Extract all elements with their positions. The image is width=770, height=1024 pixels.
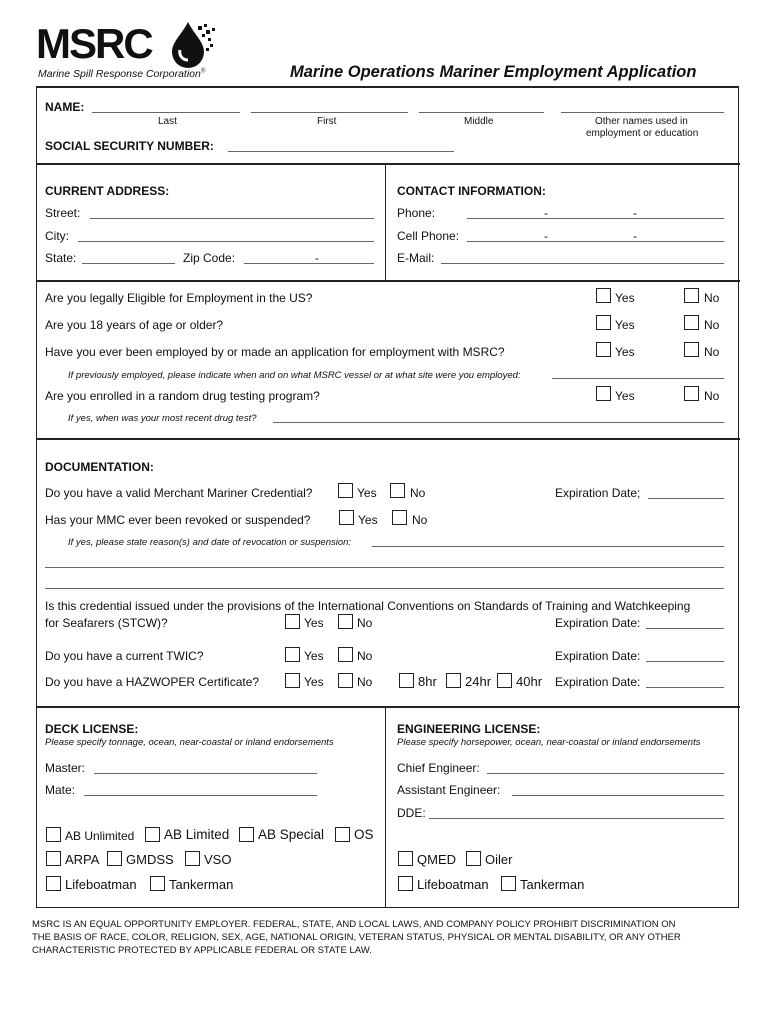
cell-dash-1: -: [544, 229, 548, 243]
hazwoper-yes-checkbox[interactable]: [285, 673, 300, 688]
divider: [37, 706, 740, 708]
deck-lifeboatman-label: Lifeboatman: [65, 877, 137, 892]
q-eligible-yes-checkbox[interactable]: [596, 288, 611, 303]
mate-field[interactable]: [84, 795, 317, 796]
last-caption: Last: [158, 116, 177, 127]
revoked-reason-field-2[interactable]: [45, 567, 724, 568]
q-prior-msrc: Have you ever been employed by or made an application for employment with MSRC?: [45, 345, 505, 359]
os-checkbox[interactable]: [335, 827, 350, 842]
no-label: No: [704, 389, 720, 403]
ab-special-label: AB Special: [258, 827, 325, 842]
hazwoper-24hr-label: 24hr: [465, 674, 492, 689]
revoked-reason-field-3[interactable]: [45, 588, 724, 589]
ab-limited-label: AB Limited: [164, 827, 230, 842]
q-drug-no-checkbox[interactable]: [684, 386, 699, 401]
deck-license-note: Please specify tonnage, ocean, near-coastal or inland endorsements: [45, 737, 334, 748]
oiler-label: Oiler: [485, 852, 513, 867]
city-label: City:: [45, 229, 69, 243]
cell-field[interactable]: [467, 241, 724, 242]
ssn-field[interactable]: [228, 151, 454, 152]
master-label: Master:: [45, 761, 86, 775]
no-label: No: [357, 649, 373, 663]
zip-field[interactable]: [244, 263, 374, 264]
q-eligible-no-checkbox[interactable]: [684, 288, 699, 303]
hazwoper-40hr-checkbox[interactable]: [497, 673, 512, 688]
ab-unlimited-checkbox[interactable]: [46, 827, 61, 842]
vertical-divider: [385, 707, 386, 908]
deck-tankerman-checkbox[interactable]: [150, 876, 165, 891]
yes-label: Yes: [304, 649, 324, 663]
q-age-no-checkbox[interactable]: [684, 315, 699, 330]
contact-heading: CONTACT INFORMATION:: [397, 184, 546, 198]
eng-lifeboatman-label: Lifeboatman: [417, 877, 489, 892]
stcw-exp-label: Expiration Date:: [555, 616, 641, 630]
os-label: OS: [354, 827, 374, 842]
stcw-exp-field[interactable]: [646, 628, 724, 629]
ab-unlimited-label: AB Unlimited: [65, 829, 135, 843]
qmed-label: QMED: [417, 852, 456, 867]
corp-name: Marine Spill Response Corporation®: [38, 68, 206, 80]
no-label: No: [357, 616, 373, 630]
stcw-question-cont: for Seafarers (STCW)?: [45, 616, 168, 630]
q-eligible: Are you legally Eligible for Employment in the US?: [45, 291, 313, 305]
deck-license-heading: DECK LICENSE:: [45, 722, 139, 736]
yes-label: Yes: [615, 389, 635, 403]
engineering-license-note: Please specify horsepower, ocean, near-coastal or inland endorsements: [397, 737, 701, 748]
eeo-statement-line1: MSRC IS AN EQUAL OPPORTUNITY EMPLOYER. FEDERAL, STATE, AND LOCAL LAWS, AND COMPANY POLICY PROHIBIT DISCRIMINATION ON: [32, 919, 676, 930]
street-field[interactable]: [90, 218, 374, 219]
drug-test-date-field[interactable]: [273, 422, 724, 423]
divider: [37, 438, 740, 440]
yes-label: Yes: [615, 318, 635, 332]
state-label: State:: [45, 251, 77, 265]
q-prior-note: If previously employed, please indicate when and on what MSRC vessel or at what site were you employed:: [68, 370, 521, 381]
no-label: No: [357, 675, 373, 689]
other-names-field[interactable]: [561, 112, 724, 113]
no-label: No: [410, 486, 426, 500]
yes-label: Yes: [357, 486, 377, 500]
yes-label: Yes: [615, 291, 635, 305]
twic-no-checkbox[interactable]: [338, 647, 353, 662]
other-names-caption-2: employment or education: [586, 128, 699, 139]
stcw-yes-checkbox[interactable]: [285, 614, 300, 629]
page-title: Marine Operations Mariner Employment Application: [290, 63, 697, 81]
no-label: No: [704, 291, 720, 305]
oil-drop-icon: [168, 20, 218, 70]
deck-lifeboatman-checkbox[interactable]: [46, 876, 61, 891]
last-name-field[interactable]: [92, 112, 240, 113]
q-age-yes-checkbox[interactable]: [596, 315, 611, 330]
hazwoper-40hr-label: 40hr: [516, 674, 543, 689]
eng-lifeboatman-checkbox[interactable]: [398, 876, 413, 891]
twic-exp-label: Expiration Date:: [555, 649, 641, 663]
stcw-no-checkbox[interactable]: [338, 614, 353, 629]
email-field[interactable]: [441, 263, 724, 264]
qmed-checkbox[interactable]: [398, 851, 413, 866]
revoked-reason-field[interactable]: [372, 546, 724, 547]
twic-exp-field[interactable]: [646, 661, 724, 662]
yes-label: Yes: [304, 675, 324, 689]
dde-label: DDE:: [397, 806, 426, 820]
vso-checkbox[interactable]: [185, 851, 200, 866]
documentation-heading: DOCUMENTATION:: [45, 460, 154, 474]
logo: [36, 22, 216, 82]
no-label: No: [704, 318, 720, 332]
zip-dash: -: [315, 251, 319, 265]
zip-label: Zip Code:: [183, 251, 236, 265]
mmc-yes-checkbox[interactable]: [338, 483, 353, 498]
dde-field[interactable]: [429, 818, 724, 819]
mate-label: Mate:: [45, 783, 76, 797]
hazwoper-exp-label: Expiration Date:: [555, 675, 641, 689]
vertical-divider: [385, 164, 386, 280]
hazwoper-8hr-checkbox[interactable]: [399, 673, 414, 688]
chief-engineer-field[interactable]: [487, 773, 724, 774]
hazwoper-question: Do you have a HAZWOPER Certificate?: [45, 675, 260, 689]
phone-label: Phone:: [397, 206, 436, 220]
phone-dash-1: -: [544, 206, 548, 220]
first-caption: First: [317, 116, 337, 127]
address-heading: CURRENT ADDRESS:: [45, 184, 170, 198]
first-name-field[interactable]: [251, 112, 408, 113]
mmc-question: Do you have a valid Merchant Mariner Credential?: [45, 486, 313, 500]
revoked-no-checkbox[interactable]: [392, 510, 407, 525]
hazwoper-exp-field[interactable]: [646, 687, 724, 688]
mmc-exp-field[interactable]: [648, 498, 724, 499]
assistant-engineer-field[interactable]: [512, 795, 724, 796]
hazwoper-no-checkbox[interactable]: [338, 673, 353, 688]
vso-label: VSO: [204, 852, 232, 867]
q-prior-yes-checkbox[interactable]: [596, 342, 611, 357]
eeo-statement-line3: CHARACTERISTIC PROTECTED BY APPLICABLE FEDERAL OR STATE LAW.: [32, 945, 372, 956]
logo-text: MSRC: [36, 20, 152, 67]
mmc-no-checkbox[interactable]: [390, 483, 405, 498]
revoked-question: Has your MMC ever been revoked or suspended?: [45, 513, 311, 527]
yes-label: Yes: [358, 513, 378, 527]
mmc-exp-label: Expiration Date;: [555, 486, 641, 500]
arpa-checkbox[interactable]: [46, 851, 61, 866]
revoked-note: If yes, please state reason(s) and date of revocation or suspension:: [68, 537, 352, 548]
q-prior-details-field[interactable]: [552, 378, 724, 379]
email-label: E-Mail:: [397, 251, 435, 265]
master-field[interactable]: [94, 773, 317, 774]
chief-engineer-label: Chief Engineer:: [397, 761, 480, 775]
cell-label: Cell Phone:: [397, 229, 460, 243]
phone-dash-2: -: [633, 206, 637, 220]
gmdss-label: GMDSS: [126, 852, 174, 867]
eng-tankerman-checkbox[interactable]: [501, 876, 516, 891]
q-drug-note: If yes, when was your most recent drug test?: [68, 413, 257, 424]
deck-tankerman-label: Tankerman: [169, 877, 234, 892]
q-drug-test: Are you enrolled in a random drug testing program?: [45, 389, 320, 403]
assistant-engineer-label: Assistant Engineer:: [397, 783, 501, 797]
no-label: No: [412, 513, 428, 527]
cell-dash-2: -: [633, 229, 637, 243]
eng-tankerman-label: Tankerman: [520, 877, 585, 892]
stcw-question: Is this credential issued under the provisions of the International Conventions on Standards of Training and Watchkeeping: [45, 599, 691, 613]
ssn-label: SOCIAL SECURITY NUMBER:: [45, 139, 214, 153]
oiler-checkbox[interactable]: [466, 851, 481, 866]
ab-special-checkbox[interactable]: [239, 827, 254, 842]
q-prior-no-checkbox[interactable]: [684, 342, 699, 357]
q-age: Are you 18 years of age or older?: [45, 318, 224, 332]
city-field[interactable]: [78, 241, 374, 242]
hazwoper-8hr-label: 8hr: [418, 674, 437, 689]
engineering-license-heading: ENGINEERING LICENSE:: [397, 722, 541, 736]
divider: [37, 280, 740, 282]
ab-limited-checkbox[interactable]: [145, 827, 160, 842]
hazwoper-24hr-checkbox[interactable]: [446, 673, 461, 688]
q-drug-yes-checkbox[interactable]: [596, 386, 611, 401]
state-field[interactable]: [82, 263, 175, 264]
middle-caption: Middle: [464, 116, 494, 127]
twic-question: Do you have a current TWIC?: [45, 649, 204, 663]
gmdss-checkbox[interactable]: [107, 851, 122, 866]
phone-field[interactable]: [467, 218, 724, 219]
twic-yes-checkbox[interactable]: [285, 647, 300, 662]
yes-label: Yes: [615, 345, 635, 359]
street-label: Street:: [45, 206, 81, 220]
eeo-statement-line2: THE BASIS OF RACE, COLOR, RELIGION, SEX, AGE, NATIONAL ORIGIN, VETERAN STATUS, PHYSICAL OR MENTAL DISABILITY, OR ANY OTHER: [32, 932, 681, 943]
other-names-caption: Other names used in: [595, 116, 688, 127]
divider: [37, 163, 740, 165]
revoked-yes-checkbox[interactable]: [339, 510, 354, 525]
yes-label: Yes: [304, 616, 324, 630]
middle-name-field[interactable]: [419, 112, 544, 113]
no-label: No: [704, 345, 720, 359]
name-label: NAME:: [45, 100, 85, 114]
arpa-label: ARPA: [65, 852, 100, 867]
